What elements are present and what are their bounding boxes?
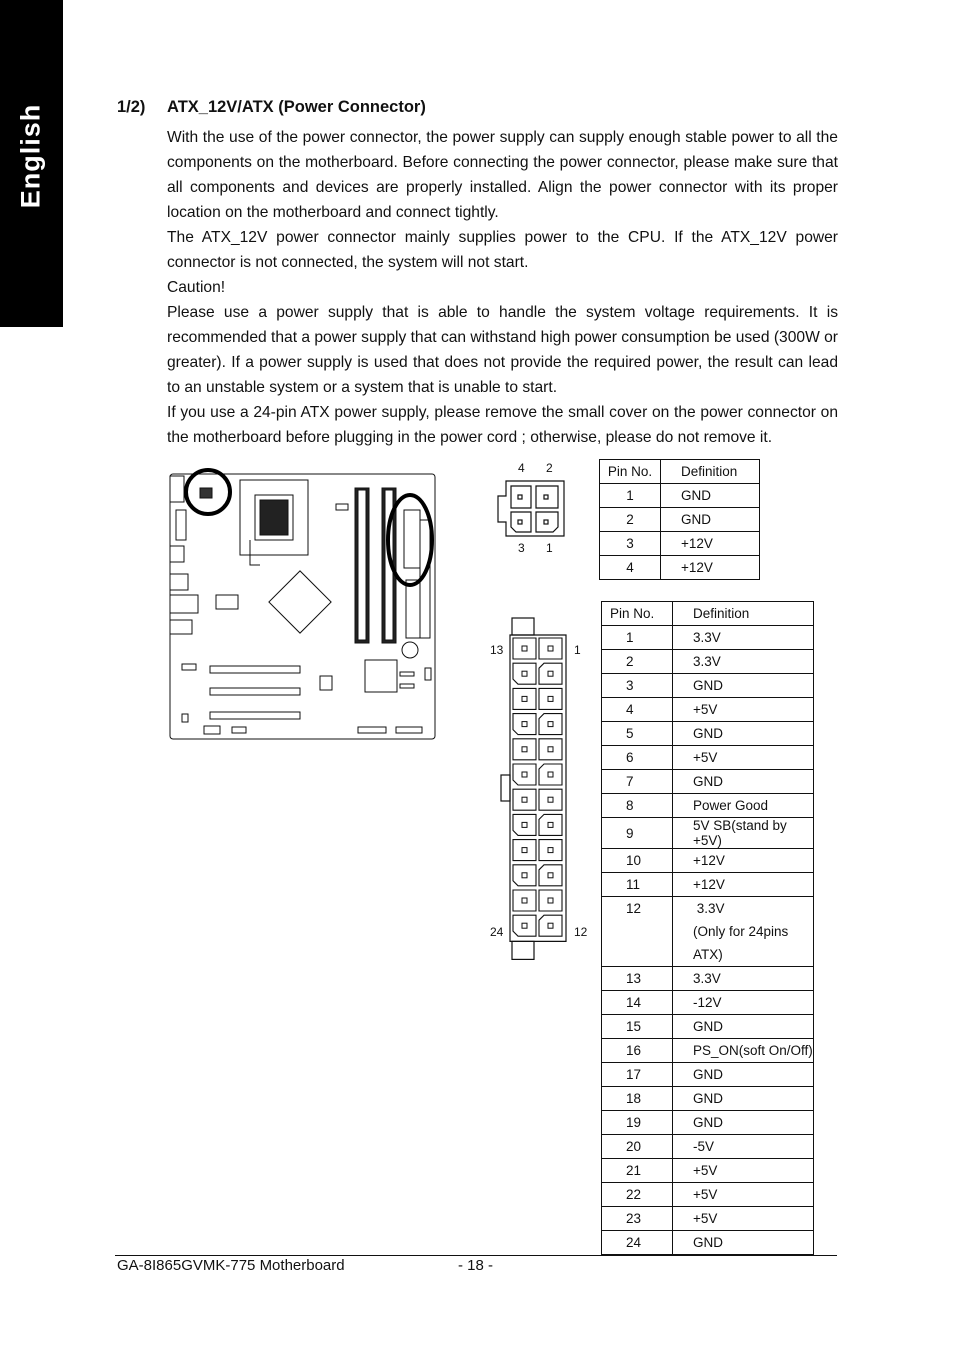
pin-number: 7 — [602, 770, 673, 794]
pin-number: 13 — [602, 967, 673, 991]
atx24-pin-contact — [522, 747, 527, 752]
atx24-pin-contact — [548, 671, 553, 676]
pin-number: 20 — [602, 1135, 673, 1159]
pin-definition — [673, 897, 814, 967]
atx24-pin-contact — [522, 822, 527, 827]
atx24-pin-contact — [522, 873, 527, 878]
atx24-pin-cell — [539, 814, 562, 835]
table-row — [602, 991, 814, 1015]
atx-label-24: 24 — [490, 925, 504, 939]
table-row — [600, 484, 760, 508]
table-row — [602, 849, 814, 873]
atx24-pin-cell — [513, 814, 536, 835]
table-row — [602, 626, 814, 650]
pin-number: 16 — [602, 1039, 673, 1063]
atx24-pin-cell — [539, 739, 562, 760]
pin-definition: +12V — [661, 532, 760, 556]
table-row — [602, 1087, 814, 1111]
pin-number: 15 — [602, 1015, 673, 1039]
atx24-pin-cell — [513, 764, 536, 785]
pin-number: 11 — [602, 873, 673, 897]
pin-definition: PS_ON(soft On/Off) — [673, 1039, 814, 1063]
pin-number: 17 — [602, 1063, 673, 1087]
pin-definition: +5V — [673, 1159, 814, 1183]
paragraph-caution-label: Caution! — [167, 279, 226, 296]
pin-definition: +5V — [673, 746, 814, 770]
pin-number: 24 — [602, 1231, 673, 1255]
atx24-pin-contact — [548, 898, 553, 903]
pin-definition: +5V — [673, 698, 814, 722]
table-row — [602, 1231, 814, 1255]
table-row — [602, 1039, 814, 1063]
paragraph-atx12v: The ATX_12V power connector mainly supplies power to the CPU. If the ATX_12V power connector is not connected, the system will not start. — [167, 229, 838, 271]
section-title: ATX_12V/ATX (Power Connector) — [167, 98, 426, 116]
pin-number: 4 — [602, 698, 673, 722]
atx12v-label-2: 2 — [546, 461, 553, 475]
pin-definition: +12V — [661, 556, 760, 580]
pin-number: 1 — [600, 484, 661, 508]
header-definition: Definition — [673, 602, 814, 626]
atx24-bottom-latch — [512, 941, 534, 959]
pin-definition: GND — [673, 1063, 814, 1087]
atx24-housing — [510, 635, 566, 941]
table-row — [602, 1135, 814, 1159]
atx24-pin-cell — [539, 764, 562, 785]
atx24-connector-diagram — [498, 615, 573, 965]
pin-number: 10 — [602, 849, 673, 873]
table-row — [602, 818, 814, 849]
pin-definition: 3.3V — [673, 626, 814, 650]
pin-definition: +5V — [673, 1183, 814, 1207]
atx24-pin-contact — [548, 646, 553, 651]
language-tab-label: English — [15, 103, 46, 209]
atx24-pin-cell — [539, 663, 562, 684]
atx24-pin-contact — [548, 873, 553, 878]
atx24-pin-contact — [522, 923, 527, 928]
atx24-pin-cell — [513, 915, 536, 936]
table-row — [602, 770, 814, 794]
pin-definition: Power Good — [673, 794, 814, 818]
pin-definition: +5V — [673, 1207, 814, 1231]
pin-definition: GND — [661, 508, 760, 532]
atx24-pin-cell — [513, 638, 536, 659]
header-definition: Definition — [661, 460, 760, 484]
table-row — [602, 698, 814, 722]
atx24-pin-contact — [548, 822, 553, 827]
atx24-pin-cell — [539, 714, 562, 735]
pin-number: 5 — [602, 722, 673, 746]
pin-definition: +12V — [673, 849, 814, 873]
atx-label-13: 13 — [490, 643, 504, 657]
paragraph-intro: With the use of the power connector, the power supply can supply enough stable power to all the components on the motherboard. Before connecting the power connector, please make sure that all components and devices are properly installed. Align the power connector with its proper location on the motherboard and connect tightly. — [167, 129, 838, 221]
atx24-pin-contact — [548, 797, 553, 802]
pin-definition: +12V — [673, 873, 814, 897]
pin-number: 2 — [600, 508, 661, 532]
pin-number: 12 — [602, 897, 673, 967]
table-row — [602, 722, 814, 746]
table-row — [602, 1015, 814, 1039]
atx24-side-latch — [501, 775, 510, 801]
motherboard-diagram — [160, 470, 440, 745]
atx24-pin-contact — [522, 898, 527, 903]
language-tab — [0, 0, 63, 327]
atx24-pin-contact — [548, 848, 553, 853]
atx24-pin-contact — [522, 797, 527, 802]
body-text — [167, 125, 838, 450]
pin-definition: GND — [673, 1111, 814, 1135]
atx24-pin-cell — [513, 739, 536, 760]
pin-definition: -12V — [673, 991, 814, 1015]
pin-definition: 3.3V — [673, 650, 814, 674]
paragraph-24pin: If you use a 24-pin ATX power supply, please remove the small cover on the power connector on the motherboard before plugging in the power cord ; otherwise, please do not remove it. — [167, 404, 838, 446]
atx12v-pin-table — [599, 459, 760, 580]
atx24-pin-cell — [539, 840, 562, 861]
atx-label-12: 12 — [574, 925, 588, 939]
pin-definition: GND — [673, 722, 814, 746]
footer-page-number: - 18 - — [458, 1257, 494, 1274]
pin-definition: GND — [673, 674, 814, 698]
header-pin-no: Pin No. — [600, 460, 661, 484]
pin-definition: GND — [673, 770, 814, 794]
table-row — [602, 650, 814, 674]
table-row — [602, 1159, 814, 1183]
header-pin-no: Pin No. — [602, 602, 673, 626]
pin-number: 3 — [602, 674, 673, 698]
pin-number: 22 — [602, 1183, 673, 1207]
pin-number: 9 — [602, 818, 673, 849]
table-row — [602, 897, 814, 967]
atx24-pin-cell — [513, 714, 536, 735]
pin-definition: GND — [673, 1231, 814, 1255]
pin-definition: GND — [673, 1087, 814, 1111]
atx24-pin-contact — [548, 722, 553, 727]
atx24-pin-contact — [548, 923, 553, 928]
pin-number: 21 — [602, 1159, 673, 1183]
atx24-pin-cell — [539, 865, 562, 886]
table-row — [600, 508, 760, 532]
pin-number: 8 — [602, 794, 673, 818]
table-row — [602, 746, 814, 770]
pin-number: 18 — [602, 1087, 673, 1111]
pin-number: 14 — [602, 991, 673, 1015]
table-header-row — [602, 602, 814, 626]
atx24-pin-contact — [522, 671, 527, 676]
pin-definition-note: (Only for 24pins ATX) — [693, 924, 789, 962]
atx24-pin-cell — [539, 915, 562, 936]
atx24-top-latch — [512, 618, 534, 635]
atx24-pin-cell — [513, 789, 536, 810]
pin-number: 3 — [600, 532, 661, 556]
atx24-pin-contact — [548, 696, 553, 701]
pin-number: 6 — [602, 746, 673, 770]
table-row — [602, 1207, 814, 1231]
table-header-row — [600, 460, 760, 484]
atx24-pin-contact — [548, 772, 553, 777]
atx24-pin-contact — [522, 696, 527, 701]
table-row — [600, 556, 760, 580]
atx24-pin-contact — [522, 646, 527, 651]
atx12v-connector-diagram — [494, 478, 569, 540]
pin-definition: GND — [661, 484, 760, 508]
atx24-pin-contact — [548, 747, 553, 752]
pin-number: 4 — [600, 556, 661, 580]
atx12v-label-3: 3 — [518, 541, 525, 555]
pin-definition: -5V — [673, 1135, 814, 1159]
pin-number: 23 — [602, 1207, 673, 1231]
table-row — [602, 674, 814, 698]
atx24-pin-cell — [513, 840, 536, 861]
pin-number: 2 — [602, 650, 673, 674]
atx-label-1: 1 — [574, 643, 581, 657]
pin-definition: 5V SB(stand by +5V) — [673, 818, 814, 849]
atx24-pin-cell — [539, 638, 562, 659]
atx12v-label-1: 1 — [546, 541, 553, 555]
footer-model: GA-8I865GVMK-775 Motherboard — [117, 1257, 345, 1274]
section-number: 1/2) — [117, 98, 146, 116]
table-row — [602, 1183, 814, 1207]
atx24-pin-cell — [513, 688, 536, 709]
pin-definition: 3.3V — [673, 967, 814, 991]
footer-rule — [115, 1255, 837, 1256]
table-row — [602, 967, 814, 991]
table-row — [602, 794, 814, 818]
table-row — [602, 1063, 814, 1087]
atx24-pin-cell — [513, 865, 536, 886]
atx24-pin-cell — [539, 789, 562, 810]
table-row — [602, 1111, 814, 1135]
atx12v-label-4: 4 — [518, 461, 525, 475]
table-row — [602, 873, 814, 897]
atx24-pin-contact — [522, 772, 527, 777]
pin-definition-line: 3.3V — [693, 901, 725, 916]
paragraph-caution: Please use a power supply that is able to handle the system voltage requirements. It is recommended that a power supply that can withstand high power consumption be used (300W or greater). If a power supply is used that does not provide the required power, the result can lead to an unstable system or a system that is unable to start. — [167, 304, 838, 396]
atx24-pin-cell — [539, 890, 562, 911]
atx24-pin-contact — [522, 848, 527, 853]
atx24-pin-contact — [522, 722, 527, 727]
atx-pin-table — [601, 601, 814, 1255]
atx24-pin-cell — [513, 890, 536, 911]
table-row — [600, 532, 760, 556]
pin-number: 19 — [602, 1111, 673, 1135]
atx24-pin-cell — [513, 663, 536, 684]
pin-number: 1 — [602, 626, 673, 650]
atx24-pin-cell — [539, 688, 562, 709]
pin-definition: GND — [673, 1015, 814, 1039]
